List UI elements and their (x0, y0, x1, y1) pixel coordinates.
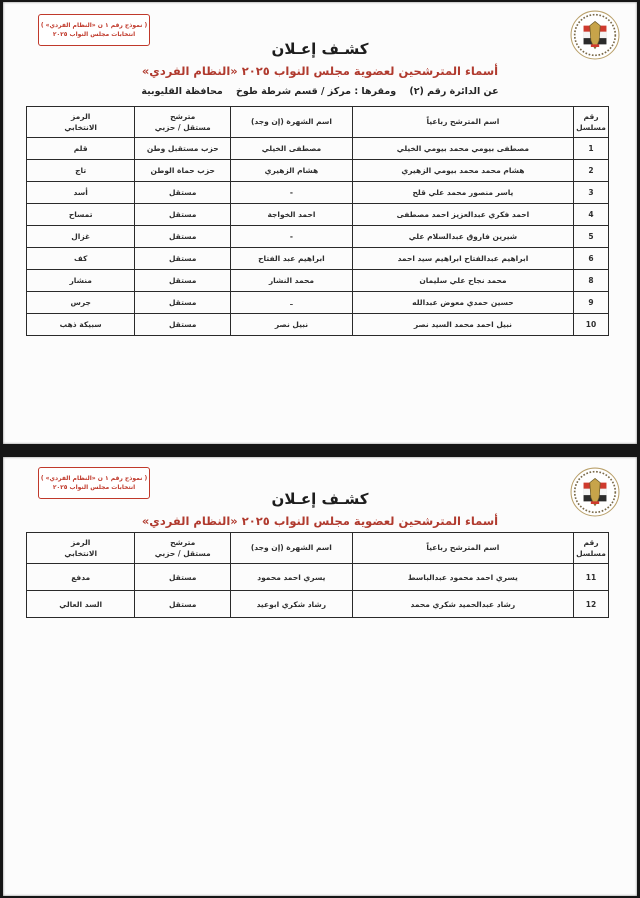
header-line-1: الرمز (70, 111, 91, 121)
cell-party: حزب حماة الوطن (135, 160, 231, 182)
table-header-cell (27, 533, 135, 564)
table-header-cell (574, 533, 609, 564)
table-row (27, 204, 609, 226)
cell-symbol: جرس (27, 292, 135, 314)
cell-serial: 2 (574, 160, 609, 182)
table-row (27, 591, 609, 618)
cell-symbol: قلم (27, 138, 135, 160)
cell-serial: 11 (574, 564, 609, 591)
table-header-cell (135, 107, 231, 138)
header-line-1: اسم الشهرة (إن وجد) (250, 543, 332, 553)
cell-nickname: احمد الخواجة (231, 204, 353, 226)
cell-nickname: نبيل نصر (231, 314, 353, 336)
cell-party: مستقل (135, 564, 231, 591)
cell-party: مستقل (135, 248, 231, 270)
cell-name: محمد نجاح علي سليمان (352, 270, 573, 292)
cell-serial: 12 (574, 591, 609, 618)
table-body (27, 564, 609, 618)
cell-party: حزب مستقبل وطن (135, 138, 231, 160)
cell-name: حسين حمدي معوض عبدالله (352, 292, 573, 314)
cell-symbol: السد العالي (27, 591, 135, 618)
cell-nickname: مصطفى الخيلي (231, 138, 353, 160)
table-header-row (27, 533, 609, 564)
header-line-2: مستقل / حزبي (154, 123, 211, 132)
cell-name: يسري احمد محمود عبدالباسط (352, 564, 573, 591)
table-row (27, 564, 609, 591)
cell-party: مستقل (135, 204, 231, 226)
candidates-table (26, 532, 609, 618)
candidates-table (26, 106, 609, 336)
table-row (27, 270, 609, 292)
form-number-line: ( نموذج رقم ١ ن «النظام الفردي» ) (40, 475, 148, 482)
table-header-cell (231, 533, 353, 564)
header-line-2: مسلسل (576, 123, 606, 132)
table-row (27, 248, 609, 270)
table-row (27, 314, 609, 336)
cell-party: مستقل (135, 314, 231, 336)
cell-symbol: غزال (27, 226, 135, 248)
table-header-cell (231, 107, 353, 138)
cell-symbol: منشار (27, 270, 135, 292)
table-row (27, 182, 609, 204)
cell-serial: 3 (574, 182, 609, 204)
cell-serial: 6 (574, 248, 609, 270)
election-year-line: انتخابات مجلس النواب ٢٠٢٥ (52, 31, 136, 38)
header-line-1: رقم (583, 111, 599, 121)
table-row (27, 160, 609, 182)
cell-nickname: ابراهيم عبد الفتاح (231, 248, 353, 270)
cell-name: ابراهيم عبدالفتاح ابراهيم سيد احمد (352, 248, 573, 270)
cell-party: مستقل (135, 591, 231, 618)
table-row (27, 138, 609, 160)
cell-serial: 4 (574, 204, 609, 226)
page-title: كشـف إعـلان (271, 40, 369, 58)
cell-party: مستقل (135, 226, 231, 248)
table-header-cell (352, 533, 573, 564)
page-2 (3, 457, 637, 896)
page-title: كشـف إعـلان (271, 490, 369, 508)
cell-symbol: أسد (27, 182, 135, 204)
cell-serial: 5 (574, 226, 609, 248)
table-header-cell (574, 107, 609, 138)
cell-symbol: سبيكة ذهب (27, 314, 135, 336)
district-line: عن الدائرة رقم (٢) ومقرها : مركز / قسم شرطة طوخ محافظة القليوبية (141, 86, 499, 97)
table-row (27, 226, 609, 248)
table-header-cell (27, 107, 135, 138)
header-line-1: اسم المترشح رباعياً (426, 117, 500, 127)
header-line-1: اسم الشهرة (إن وجد) (250, 117, 332, 127)
header-line-2: مستقل / حزبي (154, 549, 211, 558)
header-line-1: مترشح (170, 111, 196, 121)
cell-nickname: - (231, 226, 353, 248)
cell-party: مستقل (135, 292, 231, 314)
cell-nickname: ـ (231, 292, 353, 314)
header-line-1: اسم المترشح رباعياً (426, 543, 500, 553)
cell-symbol: تمساح (27, 204, 135, 226)
form-number-line: ( نموذج رقم ١ ن «النظام الفردي» ) (40, 22, 148, 29)
cell-serial: 8 (574, 270, 609, 292)
cell-nickname: رشاد شكري ابوعيد (231, 591, 353, 618)
header-line-1: رقم (583, 537, 599, 547)
cell-party: مستقل (135, 182, 231, 204)
announcement-subtitle: أسماء المترشحين لعضوية مجلس النواب ٢٠٢٥ «النظام الفردي» (141, 64, 499, 78)
cell-nickname: يسري احمد محمود (231, 564, 353, 591)
cell-nickname: - (231, 182, 353, 204)
header-line-2: الانتخابي (64, 549, 98, 558)
table-header-cell (352, 107, 573, 138)
cell-nickname: محمد النشار (231, 270, 353, 292)
cell-name: هشام محمد محمد بيومي الزهيري (352, 160, 573, 182)
page-1 (3, 2, 637, 444)
table-row (27, 292, 609, 314)
table-body (27, 138, 609, 336)
cell-nickname: هشام الزهيري (231, 160, 353, 182)
header-line-2: الانتخابي (64, 123, 98, 132)
cell-name: احمد فكري عبدالعزيز احمد مصطفى (352, 204, 573, 226)
cell-name: نبيل احمد محمد السيد نصر (352, 314, 573, 336)
cell-name: مصطفى بيومي محمد بيومي الخيلي (352, 138, 573, 160)
cell-name: ياسر منصور محمد علي قلح (352, 182, 573, 204)
header-line-2: مسلسل (576, 549, 606, 558)
election-year-line: انتخابات مجلس النواب ٢٠٢٥ (52, 484, 136, 491)
cell-party: مستقل (135, 270, 231, 292)
cell-serial: 9 (574, 292, 609, 314)
cell-symbol: كف (27, 248, 135, 270)
announcement-subtitle: أسماء المترشحين لعضوية مجلس النواب ٢٠٢٥ «النظام الفردي» (141, 514, 499, 528)
table-header-cell (135, 533, 231, 564)
cell-symbol: مدفع (27, 564, 135, 591)
table-header-row (27, 107, 609, 138)
cell-serial: 10 (574, 314, 609, 336)
header-line-1: الرمز (71, 537, 91, 547)
header-line-1: مترشح (170, 537, 196, 547)
cell-name: رشاد عبدالحميد شكري محمد (352, 591, 573, 618)
cell-serial: 1 (574, 138, 609, 160)
cell-symbol: تاج (27, 160, 135, 182)
cell-name: شيرين فاروق عبدالسلام علي (352, 226, 573, 248)
